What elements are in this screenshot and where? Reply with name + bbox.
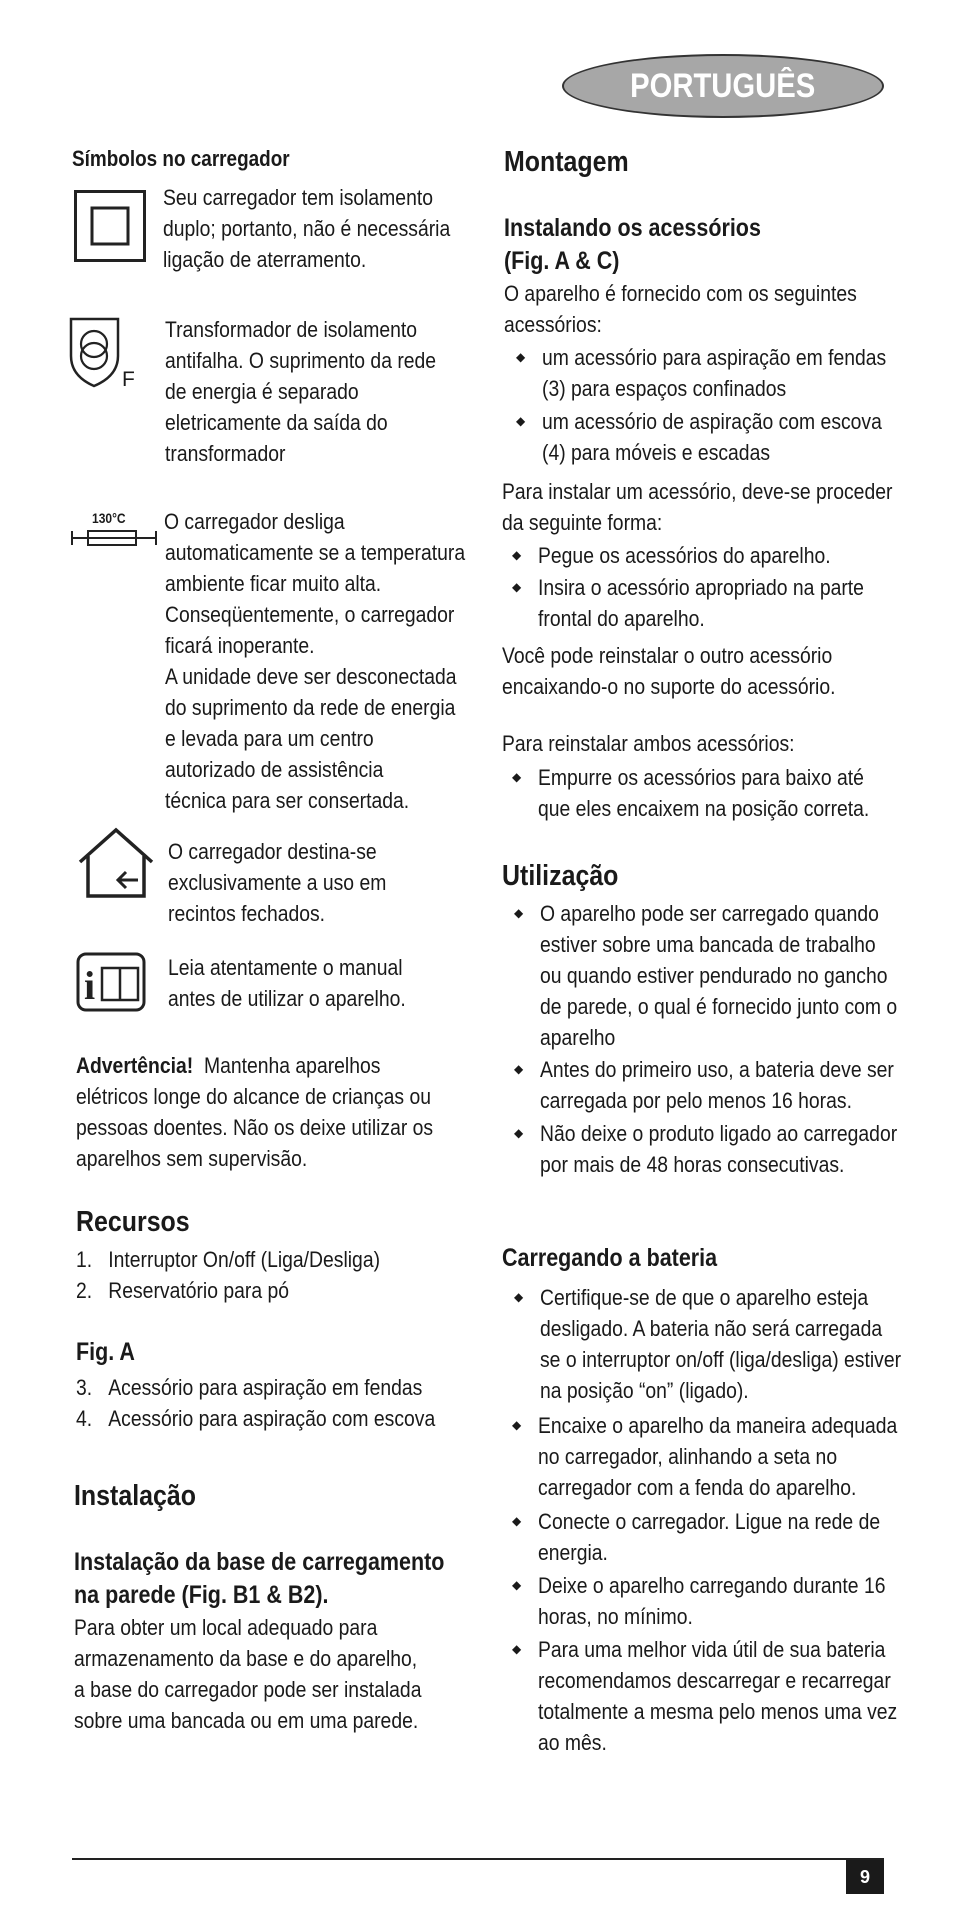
recursos-title: Recursos — [76, 1206, 190, 1238]
warning-paragraph: Advertência! Mantenha aparelhos elétricos longe do alcance de crianças ou pessoas doentes. Não os deixe utilizar os aparelhos sem supervisão. — [76, 1053, 434, 1171]
temperature-label: 130°C — [92, 510, 126, 526]
bullet-icon: ◆ — [512, 1578, 522, 1592]
bullet-icon: ◆ — [514, 1062, 524, 1076]
sym5-text: Leia atentamente o manual antes de utilizar o aparelho. — [168, 955, 406, 1011]
inst-acess-intro: O aparelho é fornecido com os seguintes acessórios: — [504, 281, 857, 337]
bullet-icon: ◆ — [512, 1418, 522, 1432]
bullet-icon: ◆ — [512, 580, 522, 594]
language-badge: PORTUGUÊS — [562, 54, 884, 118]
symbols-title: Símbolos no carregador — [72, 146, 290, 171]
instalacao-title: Instalação — [74, 1480, 196, 1512]
acess-bullet-2: um acessório de aspiração com escova (4) para móveis e escadas — [542, 409, 882, 465]
sym2-text: Transformador de isolamento antifalha. O suprimento da rede de energia é separado eletricamente da saída do transformador — [165, 317, 437, 466]
bullet-icon: ◆ — [514, 906, 524, 920]
reinst-both: Para reinstalar ambos acessórios: — [502, 731, 795, 756]
carreg-bullet-3: Conecte o carregador. Ligue na rede de energia. — [538, 1509, 881, 1565]
fig-a-list: 3. Acessório para aspiração em fendas 4. Acessório para aspiração com escova — [76, 1375, 436, 1431]
warning-label: Advertência! — [76, 1053, 194, 1078]
indoor-use-house-icon — [76, 828, 156, 900]
carreg-title: Carregando a bateria — [502, 1244, 718, 1272]
bullet-icon: ◆ — [514, 1290, 524, 1304]
page-number: 9 — [846, 1860, 884, 1894]
sym3-text: O carregador desliga automaticamente se a temperatura ambiente ficar muito alta. Conseqüentemente, o carregador ficará inoperante. A unidade deve ser desconectada do suprimento da rede de energia e levada para um centro autorizado de assistência técnica para ser consertada. — [164, 509, 466, 813]
double-insulation-icon — [74, 190, 146, 262]
reinst-text: Você pode reinstalar o outro acessório encaixando-o no suporte do acessório. — [502, 643, 836, 699]
svg-text:i: i — [84, 963, 96, 1008]
instalacao-subtitle: Instalação da base de carregamento na parede (Fig. B1 & B2). — [74, 1548, 445, 1609]
carreg-bullet-2: Encaixe o aparelho da maneira adequada no carregador, alinhando a seta no carregador com a fenda do aparelho. — [538, 1413, 898, 1500]
util-bullet-3: Não deixe o produto ligado ao carregador por mais de 48 horas consecutivas. — [540, 1121, 898, 1177]
proc-bullet-1: Pegue os acessórios do aparelho. — [538, 543, 831, 568]
bullet-icon: ◆ — [512, 548, 522, 562]
bullet-icon: ◆ — [516, 350, 526, 364]
inst-acess-title: Instalando os acessórios (Fig. A & C) — [504, 214, 761, 275]
read-manual-icon — [76, 952, 146, 1012]
recursos-list: 1. Interruptor On/off (Liga/Desliga) 2. Reservatório para pó — [76, 1247, 381, 1303]
instalacao-text: Para obter um local adequado para armazenamento da base e do aparelho, a base do carregador pode ser instalada sobre uma bancada ou em uma parede. — [74, 1615, 422, 1733]
bullet-icon: ◆ — [512, 1642, 522, 1656]
carreg-bullet-4: Deixe o aparelho carregando durante 16 horas, no mínimo. — [538, 1573, 886, 1629]
thermal-fuse-icon — [72, 530, 156, 550]
bullet-icon: ◆ — [514, 1126, 524, 1140]
bullet-icon: ◆ — [516, 414, 526, 428]
transformer-letter: F — [122, 368, 135, 391]
proc-intro: Para instalar um acessório, deve-se proceder da seguinte forma: — [502, 479, 893, 535]
bullet-icon: ◆ — [512, 770, 522, 784]
proc-bullet-2: Insira o acessório apropriado na parte frontal do aparelho. — [538, 575, 864, 631]
reinst-bullet-1: Empurre os acessórios para baixo até que eles encaixem na posição correta. — [538, 765, 870, 821]
carreg-bullet-1: Certifique-se de que o aparelho esteja desligado. A bateria não será carregada se o interruptor on/off (liga/desliga) estiver na posição “on” (ligado). — [540, 1285, 902, 1403]
sym4-text: O carregador destina-se exclusivamente a uso em recintos fechados. — [168, 839, 387, 926]
utilizacao-title: Utilização — [502, 860, 619, 892]
acess-bullet-1: um acessório para aspiração em fendas (3) para espaços confinados — [542, 345, 887, 401]
bullet-icon: ◆ — [512, 1514, 522, 1528]
sym1-text: Seu carregador tem isolamento duplo; portanto, não é necessária ligação de aterramento. — [163, 185, 451, 272]
fig-a-title: Fig. A — [76, 1338, 135, 1366]
footer-rule — [72, 1858, 884, 1860]
util-bullet-2: Antes do primeiro uso, a bateria deve ser carregada por pelo menos 16 horas. — [540, 1057, 894, 1113]
carreg-bullet-5: Para uma melhor vida útil de sua bateria recomendamos descarregar e recarregar totalmente a mesma pelo menos uma vez ao mês. — [538, 1637, 898, 1755]
montagem-title: Montagem — [504, 146, 629, 178]
util-bullet-1: O aparelho pode ser carregado quando estiver sobre uma bancada de trabalho ou quando estiver pendurado no gancho de parede, o qual é fornecido junto com o aparelho — [540, 901, 898, 1050]
